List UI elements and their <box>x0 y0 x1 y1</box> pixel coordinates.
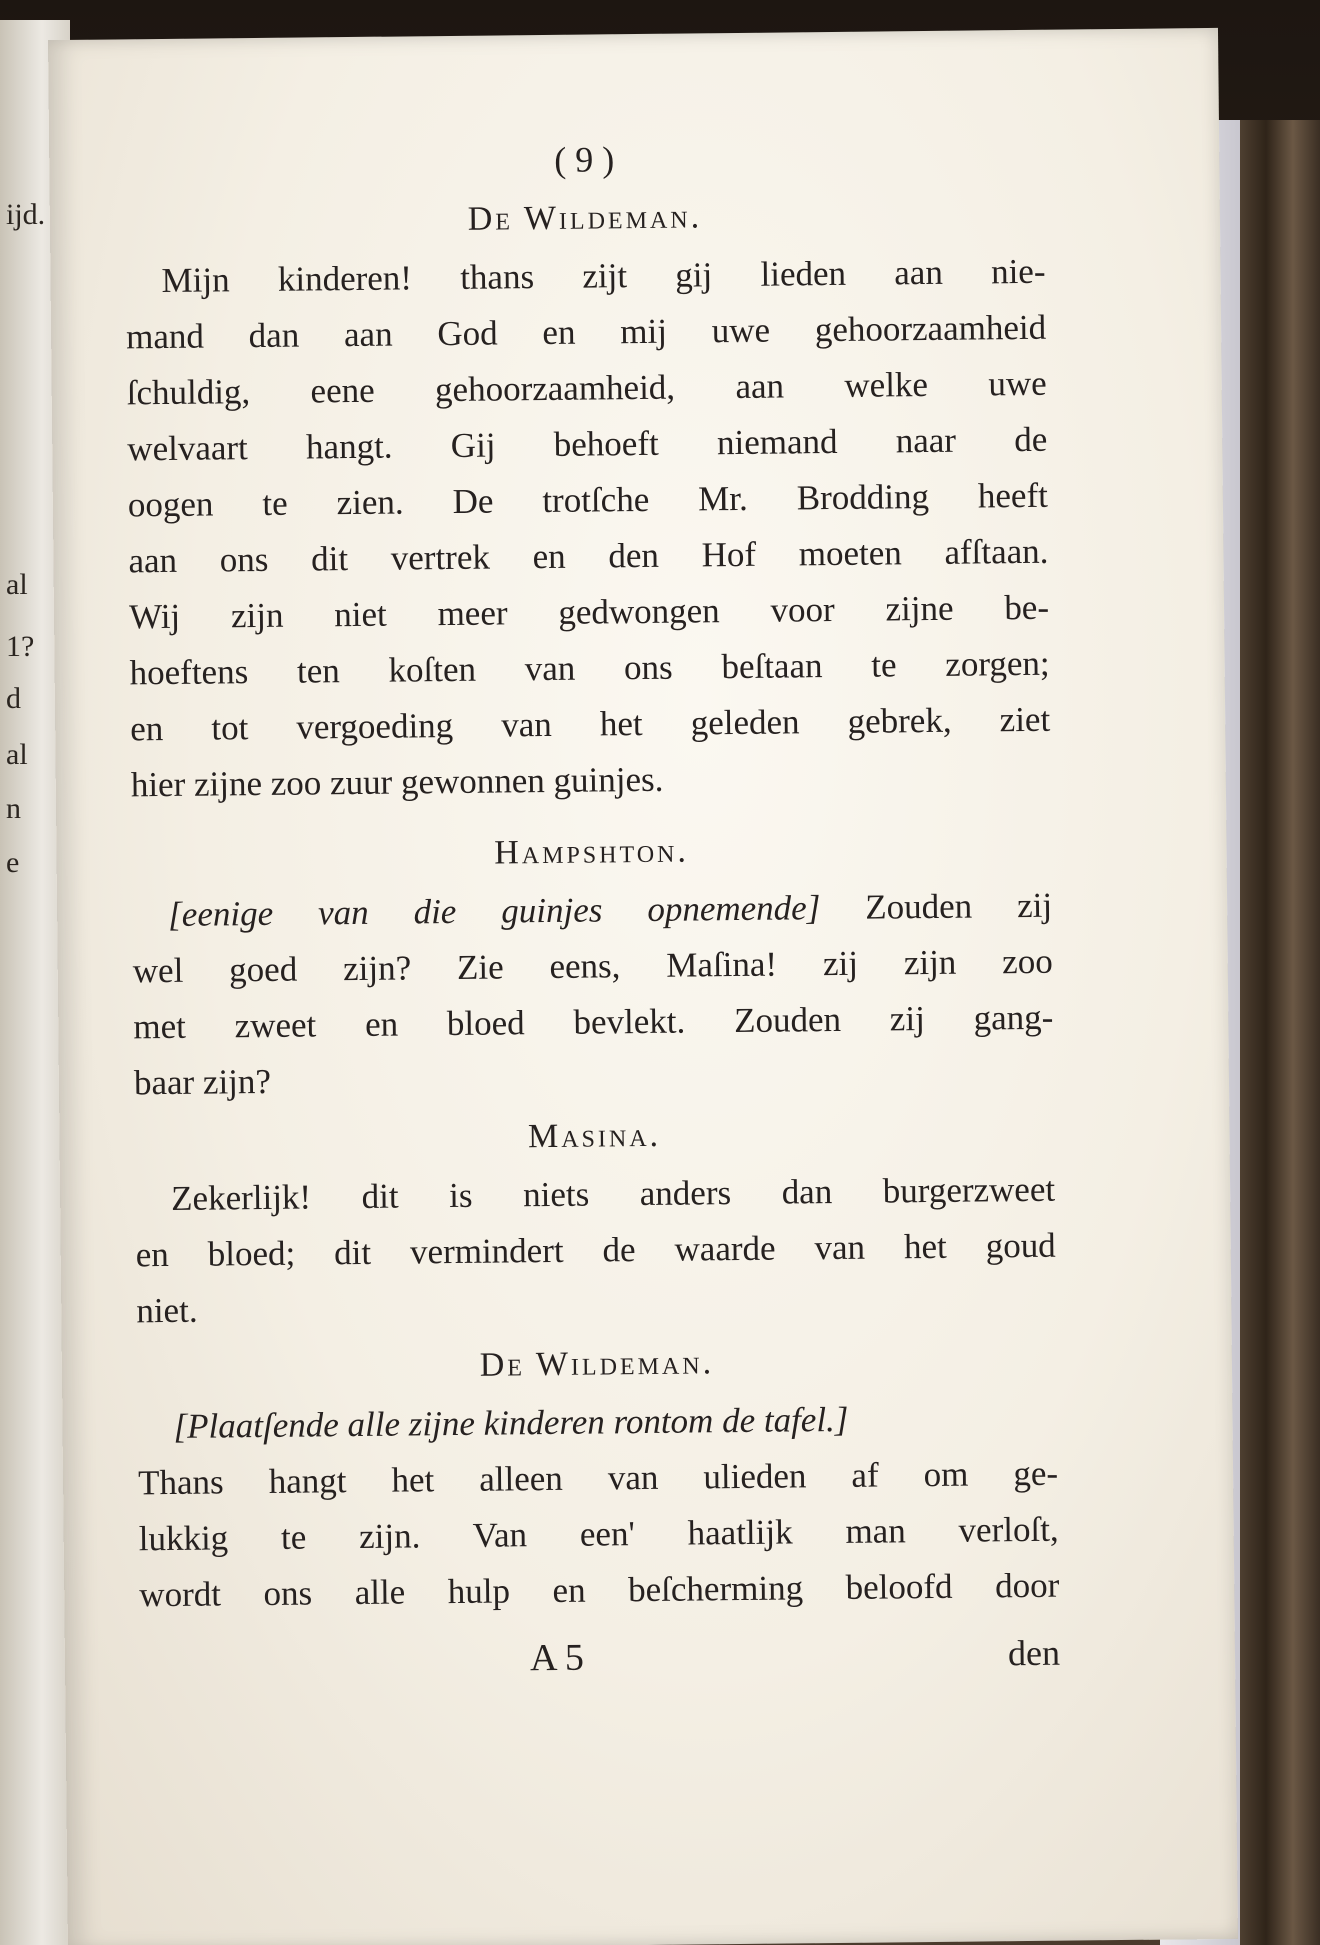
text-line: mand dan aan God en mij uwe gehoorzaamheid <box>125 307 1047 357</box>
text-line: Thans hangt het alleen van ulieden af om ge- <box>137 1453 1059 1503</box>
book-page <box>48 28 1238 1945</box>
page-text <box>124 130 1060 1698</box>
text-line: Wij zijn niet meer gedwongen voor zijne be- <box>128 587 1050 637</box>
text-line: hoeftens ten koſten van ons beſtaan te zorgen; <box>129 643 1050 693</box>
text-line: welvaart hangt. Gij behoeft niemand naar de <box>127 419 1048 469</box>
fragment-text: n <box>6 792 21 825</box>
page-number: ( 9 ) <box>554 139 615 180</box>
speaker-heading: De Wildeman. <box>467 198 703 238</box>
fragment-text: 1? <box>6 630 35 663</box>
text-line: en tot vergoeding van het geleden gebrek, ziet <box>130 699 1051 749</box>
text-line: ſchuldig, eene gehoorzaamheid, aan welke uwe <box>126 363 1047 413</box>
fragment-text: al <box>6 568 28 601</box>
text-line <box>132 878 1053 944</box>
text-line: oogen te zien. De trotſche Mr. Brodding heeft <box>127 475 1049 525</box>
fragment-text: al <box>6 738 28 771</box>
page-footer <box>140 1618 1061 1698</box>
text-line: lukkig te zijn. Van een' haatlijk man verloſt, <box>138 1509 1059 1559</box>
text-line: met zweet en bloed bevlekt. Zouden zij gang- <box>133 997 1054 1047</box>
text-fragment: Zouden zij <box>820 885 1053 928</box>
fragment-text: d <box>6 682 21 715</box>
text-line: hier zijne zoo zuur gewonnen guinjes. <box>130 759 664 805</box>
text-line: Zekerlijk! dit is niets anders dan burgerzweet <box>170 1169 1056 1218</box>
fragment-text: e <box>6 846 20 879</box>
text-line: aan ons dit vertrek en den Hof moeten afſtaan. <box>128 531 1049 581</box>
text-line: en bloed; dit vermindert de waarde van het goud <box>135 1225 1056 1275</box>
stage-direction: [eenige van die guinjes opnemende] <box>167 888 821 934</box>
stage-direction: [Plaatſende alle zijne kinderen rontom de tafel.] <box>173 1399 849 1446</box>
signature-mark: A 5 <box>529 1636 585 1680</box>
fragment-text: ijd. <box>6 198 46 231</box>
speaker-heading: De Wildeman. <box>479 1344 715 1384</box>
speaker-heading: Masina. <box>527 1116 662 1156</box>
catchword: den <box>1007 1632 1061 1674</box>
text-line: wordt ons alle hulp en beſcherming beloofd door <box>139 1565 1060 1615</box>
book-cover-edge <box>1230 120 1320 1945</box>
text-line: wel goed zijn? Zie eens, Maſina! zij zijn zoo <box>132 941 1053 991</box>
text-line: Mijn kinderen! thans zijt gij lieden aan nie- <box>161 251 1046 301</box>
speaker-heading: Hampshton. <box>494 832 690 872</box>
text-line: niet. <box>136 1290 198 1331</box>
text-line: baar zijn? <box>133 1061 272 1103</box>
